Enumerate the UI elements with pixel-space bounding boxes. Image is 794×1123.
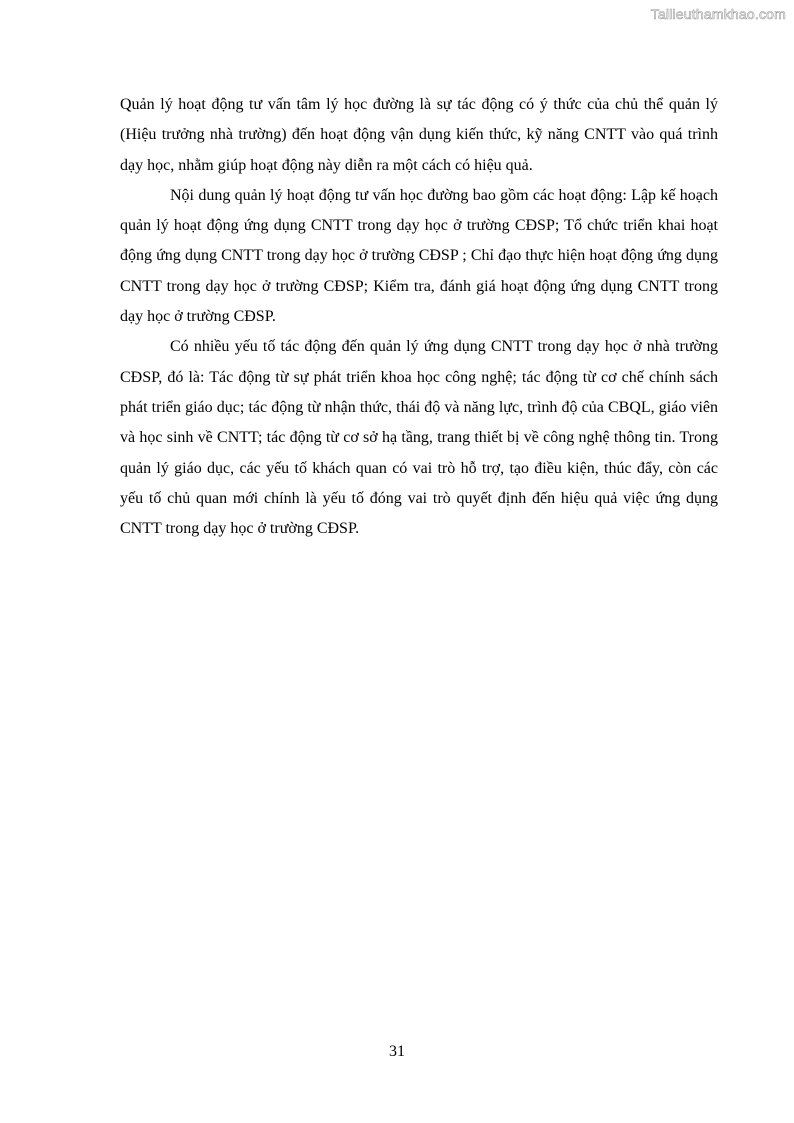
- page-number: 31: [389, 1043, 405, 1060]
- paragraph-3: Có nhiều yếu tố tác động đến quản lý ứng dụng CNTT trong dạy học ở nhà trường CĐSP, đó là: Tác động từ sự phát triển khoa học công nghệ; tác động từ cơ chế chính sách phát triển giáo dục; tác động từ nhận thức, thái độ và năng lực, trình độ của CBQL, giáo viên và học sinh về CNTT; tác động từ cơ sở hạ tầng, trang thiết bị về công nghệ thông tin. Trong quản lý giáo dục, các yếu tố khách quan có vai trò hỗ trợ, tạo điều kiện, thúc đẩy, còn các yếu tố chủ quan mới chính là yếu tố đóng vai trò quyết định đến hiệu quả việc ứng dụng CNTT trong dạy học ở trường CĐSP.: [120, 338, 718, 538]
- paragraph-1: Quản lý hoạt động tư vấn tâm lý học đường là sự tác động có ý thức của chủ thể quản lý (Hiệu trưởng nhà trường) đến hoạt động vận dụng kiến thức, kỹ năng CNTT vào quá trình dạy học, nhằm giúp hoạt động này diễn ra một cách có hiệu quả.: [120, 96, 718, 174]
- watermark: Tailieuthamkhao.com: [650, 6, 786, 22]
- paragraph-2: Nội dung quản lý hoạt động tư vấn học đường bao gồm các hoạt động: Lập kế hoạch quản lý hoạt động ứng dụng CNTT trong dạy học ở trường CĐSP; Tổ chức triển khai hoạt động ứng dụng CNTT trong dạy học ở trường CĐSP ; Chỉ đạo thực hiện hoạt động ứng dụng CNTT trong dạy học ở trường CĐSP; Kiểm tra, đánh giá hoạt động ứng dụng CNTT trong dạy học ở trường CĐSP.: [120, 186, 718, 326]
- document-body: [120, 90, 718, 544]
